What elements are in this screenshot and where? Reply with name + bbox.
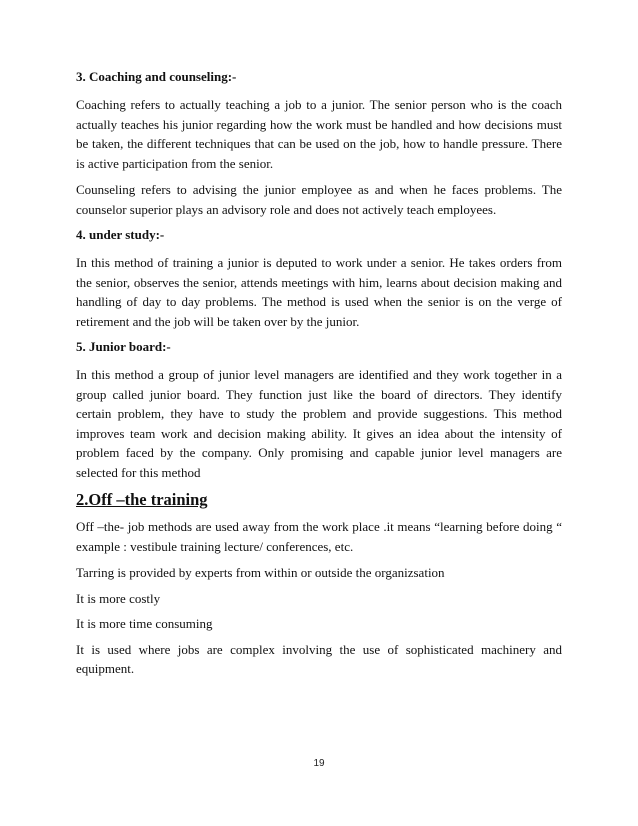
section-off-the-job-training xyxy=(76,489,562,679)
paragraph: Off –the- job methods are used away from the work place .it means “learning before doing “ example : vestibule training lecture/ conferences, etc. xyxy=(76,519,562,554)
section-heading: 5. Junior board:- xyxy=(76,339,171,354)
page-number: 19 xyxy=(313,758,325,769)
section-coaching xyxy=(76,68,562,219)
paragraph: Counseling refers to advising the junior employee as and when he faces problems. The counselor superior plays an advisory role and does not actively teach employees. xyxy=(76,182,562,217)
section-junior-board xyxy=(76,338,562,482)
section-heading: 3. Coaching and counseling:- xyxy=(76,69,237,84)
section-heading: 4. under study:- xyxy=(76,227,165,242)
paragraph: It is used where jobs are complex involving the use of sophisticated machinery and equipment. xyxy=(76,641,562,676)
major-heading: 2.Off –the training xyxy=(76,490,208,509)
paragraph: Coaching refers to actually teaching a job to a junior. The senior person who is the coach actually teaches his junior regarding how the work must be handled and how decisions must be taken, the different techniques that can be used on the job, how to handle pressure. There is active participation from the senior. xyxy=(76,97,562,171)
paragraph: In this method a group of junior level managers are identified and they work together in a group called junior board. They function just like the board of directors. They identify certain problem, they have to study the problem and provide suggestions. This method improves team work and decision making ability. It gives an idea about the intensity of problem faced by the company. Only promising and capable junior level managers are selected for this method xyxy=(76,367,562,480)
section-under-study xyxy=(76,226,562,331)
document-page xyxy=(76,68,562,686)
paragraph: In this method of training a junior is deputed to work under a senior. He takes orders from the senior, observes the senior, attends meetings with him, learns about decision making and handling of day to day problems. The method is used when the senior is on the verge of retirement and the job will be taken over by the junior. xyxy=(76,255,562,329)
point: It is more costly xyxy=(76,590,161,606)
point: Tarring is provided by experts from within or outside the organizsation xyxy=(76,565,445,580)
point: It is more time consuming xyxy=(76,616,213,631)
